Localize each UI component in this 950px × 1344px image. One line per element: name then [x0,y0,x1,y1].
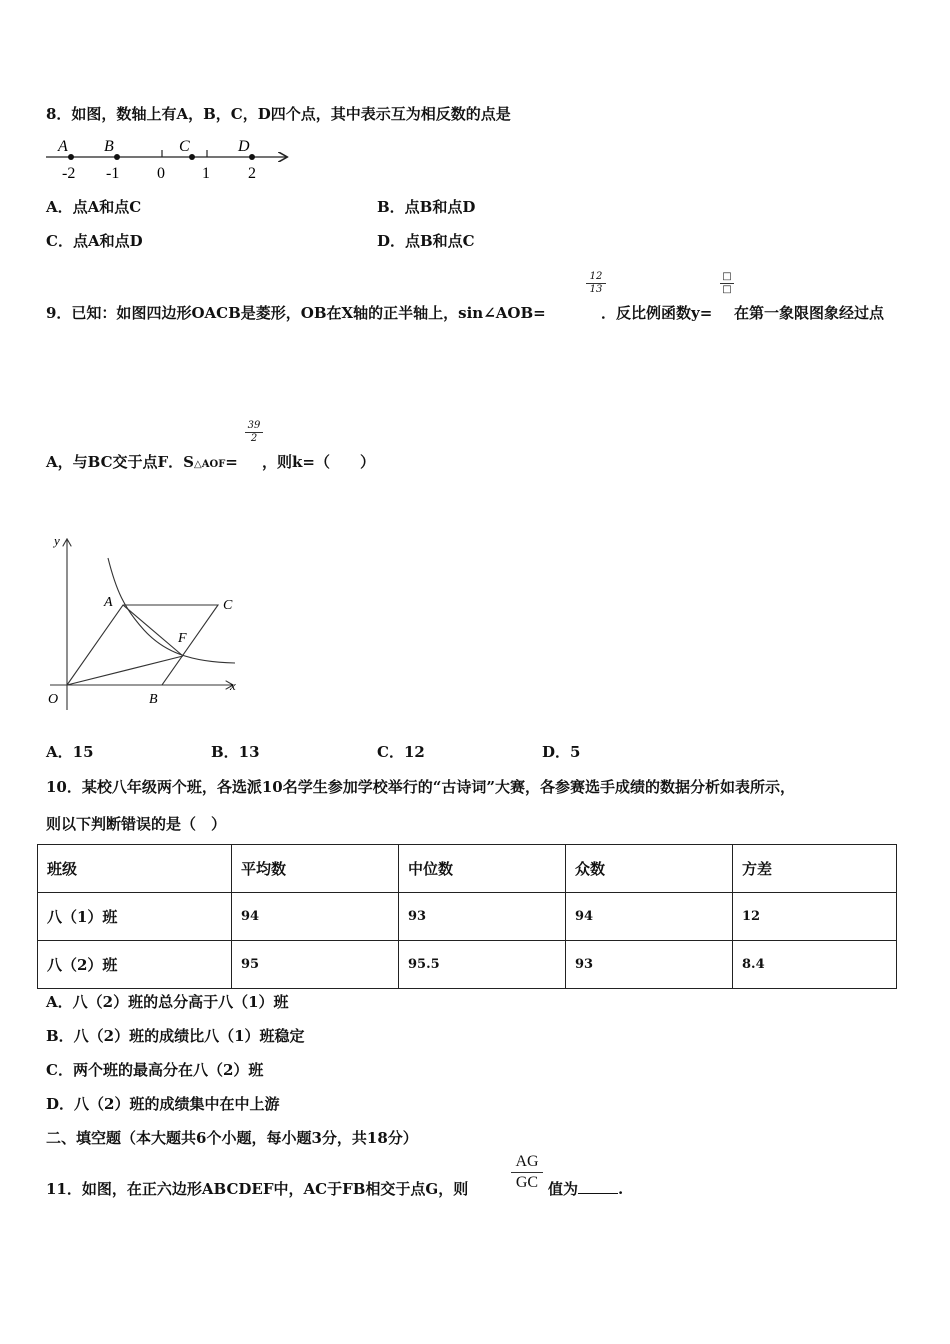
fig-label-c: C [223,598,233,613]
q11-value-text: 值为 [548,1180,579,1198]
q10-stem-line1: 10．某校八年级两个班，各选派10名学生参加学校举行的“古诗词”大赛，各参赛选手成绩的数据分析如表所示， [46,778,796,796]
q9-line2-b: ，则k=（ ） [262,453,375,471]
tick-label-1: 1 [202,165,210,182]
q8-number-line [40,132,300,184]
q11-stem-b [548,1178,623,1199]
table-row [38,941,897,989]
cell-variance: 8.4 [733,941,897,989]
q8-option-b: B．点B和点D [377,198,476,216]
q9-line1-a: 9．已知：如图四边形OACB是菱形，OB在X轴的正半轴上，sin∠AOB= [46,304,546,322]
q9-line1-c: 在第一象限图象经过点 [734,304,885,322]
q11-fraction [511,1152,543,1193]
fig-label-f: F [178,631,187,646]
cell-variance: 12 [733,893,897,941]
header-mode: 众数 [566,845,733,893]
fig-label-a: A [104,595,113,610]
q8-option-a: A．点A和点C [46,198,142,216]
header-variance: 方差 [733,845,897,893]
cell-class: 八（2）班 [38,941,232,989]
point-a-dot [68,154,74,160]
tick-label-2: 2 [248,165,256,182]
q11-end: . [618,1180,624,1198]
cell-median: 95.5 [399,941,566,989]
header-mean: 平均数 [232,845,399,893]
q9-triangle-subscript: △AOF [194,459,226,470]
point-c-dot [189,154,195,160]
point-d-dot [249,154,255,160]
cell-mean: 95 [232,941,399,989]
header-class: 班级 [38,845,232,893]
cell-mode: 94 [566,893,733,941]
table-row [38,893,897,941]
q11-denominator: GC [511,1172,543,1193]
q10-option-c: C．两个班的最高分在八（2）班 [46,1061,264,1079]
answer-blank[interactable] [578,1179,618,1194]
q10-stem-line2: 则以下判断错误的是（ ） [46,815,227,833]
cell-median: 93 [399,893,566,941]
hyperbola-curve [108,558,235,663]
q10-option-d: D．八（2）班的成绩集中在中上游 [46,1095,280,1113]
fig-label-b: B [149,692,158,707]
area-numerator: 39 [247,420,261,431]
q9-area-fraction [245,420,263,445]
label-d: D [238,138,250,155]
q9-k-fraction [720,271,734,296]
rhombus-oacb [67,605,218,685]
q9-line1-b: ．反比例函数y= [601,304,713,322]
area-denominator: 2 [245,432,263,445]
q9-line2-a [46,451,238,472]
sin-numerator: 12 [589,271,603,282]
table-header-row [38,845,897,893]
sin-denominator: 13 [586,283,606,296]
cell-mode: 93 [566,941,733,989]
q10-stats-table [37,844,897,989]
q10-option-b: B．八（2）班的成绩比八（1）班稳定 [46,1027,305,1045]
k-denominator: □ [720,283,734,296]
q10-option-a: A．八（2）班的总分高于八（1）班 [46,993,289,1011]
header-median: 中位数 [399,845,566,893]
label-b: B [104,138,114,155]
label-a: A [58,138,68,155]
axis-y-label: y [54,533,60,548]
tick-label-neg2: -2 [62,165,76,182]
cell-class: 八（1）班 [38,893,232,941]
cell-mean: 94 [232,893,399,941]
q9-area-equals: = [225,453,238,471]
q11-numerator: AG [515,1153,539,1170]
q8-option-c: C．点A和点D [46,232,143,250]
point-b-dot [114,154,120,160]
q8-stem: 8．如图，数轴上有A，B，C，D四个点，其中表示互为相反数的点是 [46,105,511,123]
q11-stem-a: 11．如图，在正六边形ABCDEF中，AC于FB相交于点G，则 [46,1180,469,1198]
segment-af [123,605,183,656]
section-heading: 二、填空题（本大题共6个小题，每小题3分，共18分） [46,1129,418,1147]
q9-sin-fraction [586,271,606,296]
q9-option-b: B．13 [211,743,260,761]
q9-line2-text: A，与BC交于点F．S [46,453,195,471]
q9-figure [40,530,245,720]
fig-label-o: O [48,692,59,707]
k-numerator: □ [722,271,732,282]
q9-option-d: D．5 [542,743,581,761]
q9-option-a: A．15 [46,743,94,761]
axis-x-label: x [230,678,236,693]
q8-option-d: D．点B和点C [377,232,475,250]
label-c: C [179,138,190,155]
q9-option-c: C．12 [377,743,425,761]
tick-label-0: 0 [157,165,165,182]
tick-label-neg1: -1 [106,165,120,182]
